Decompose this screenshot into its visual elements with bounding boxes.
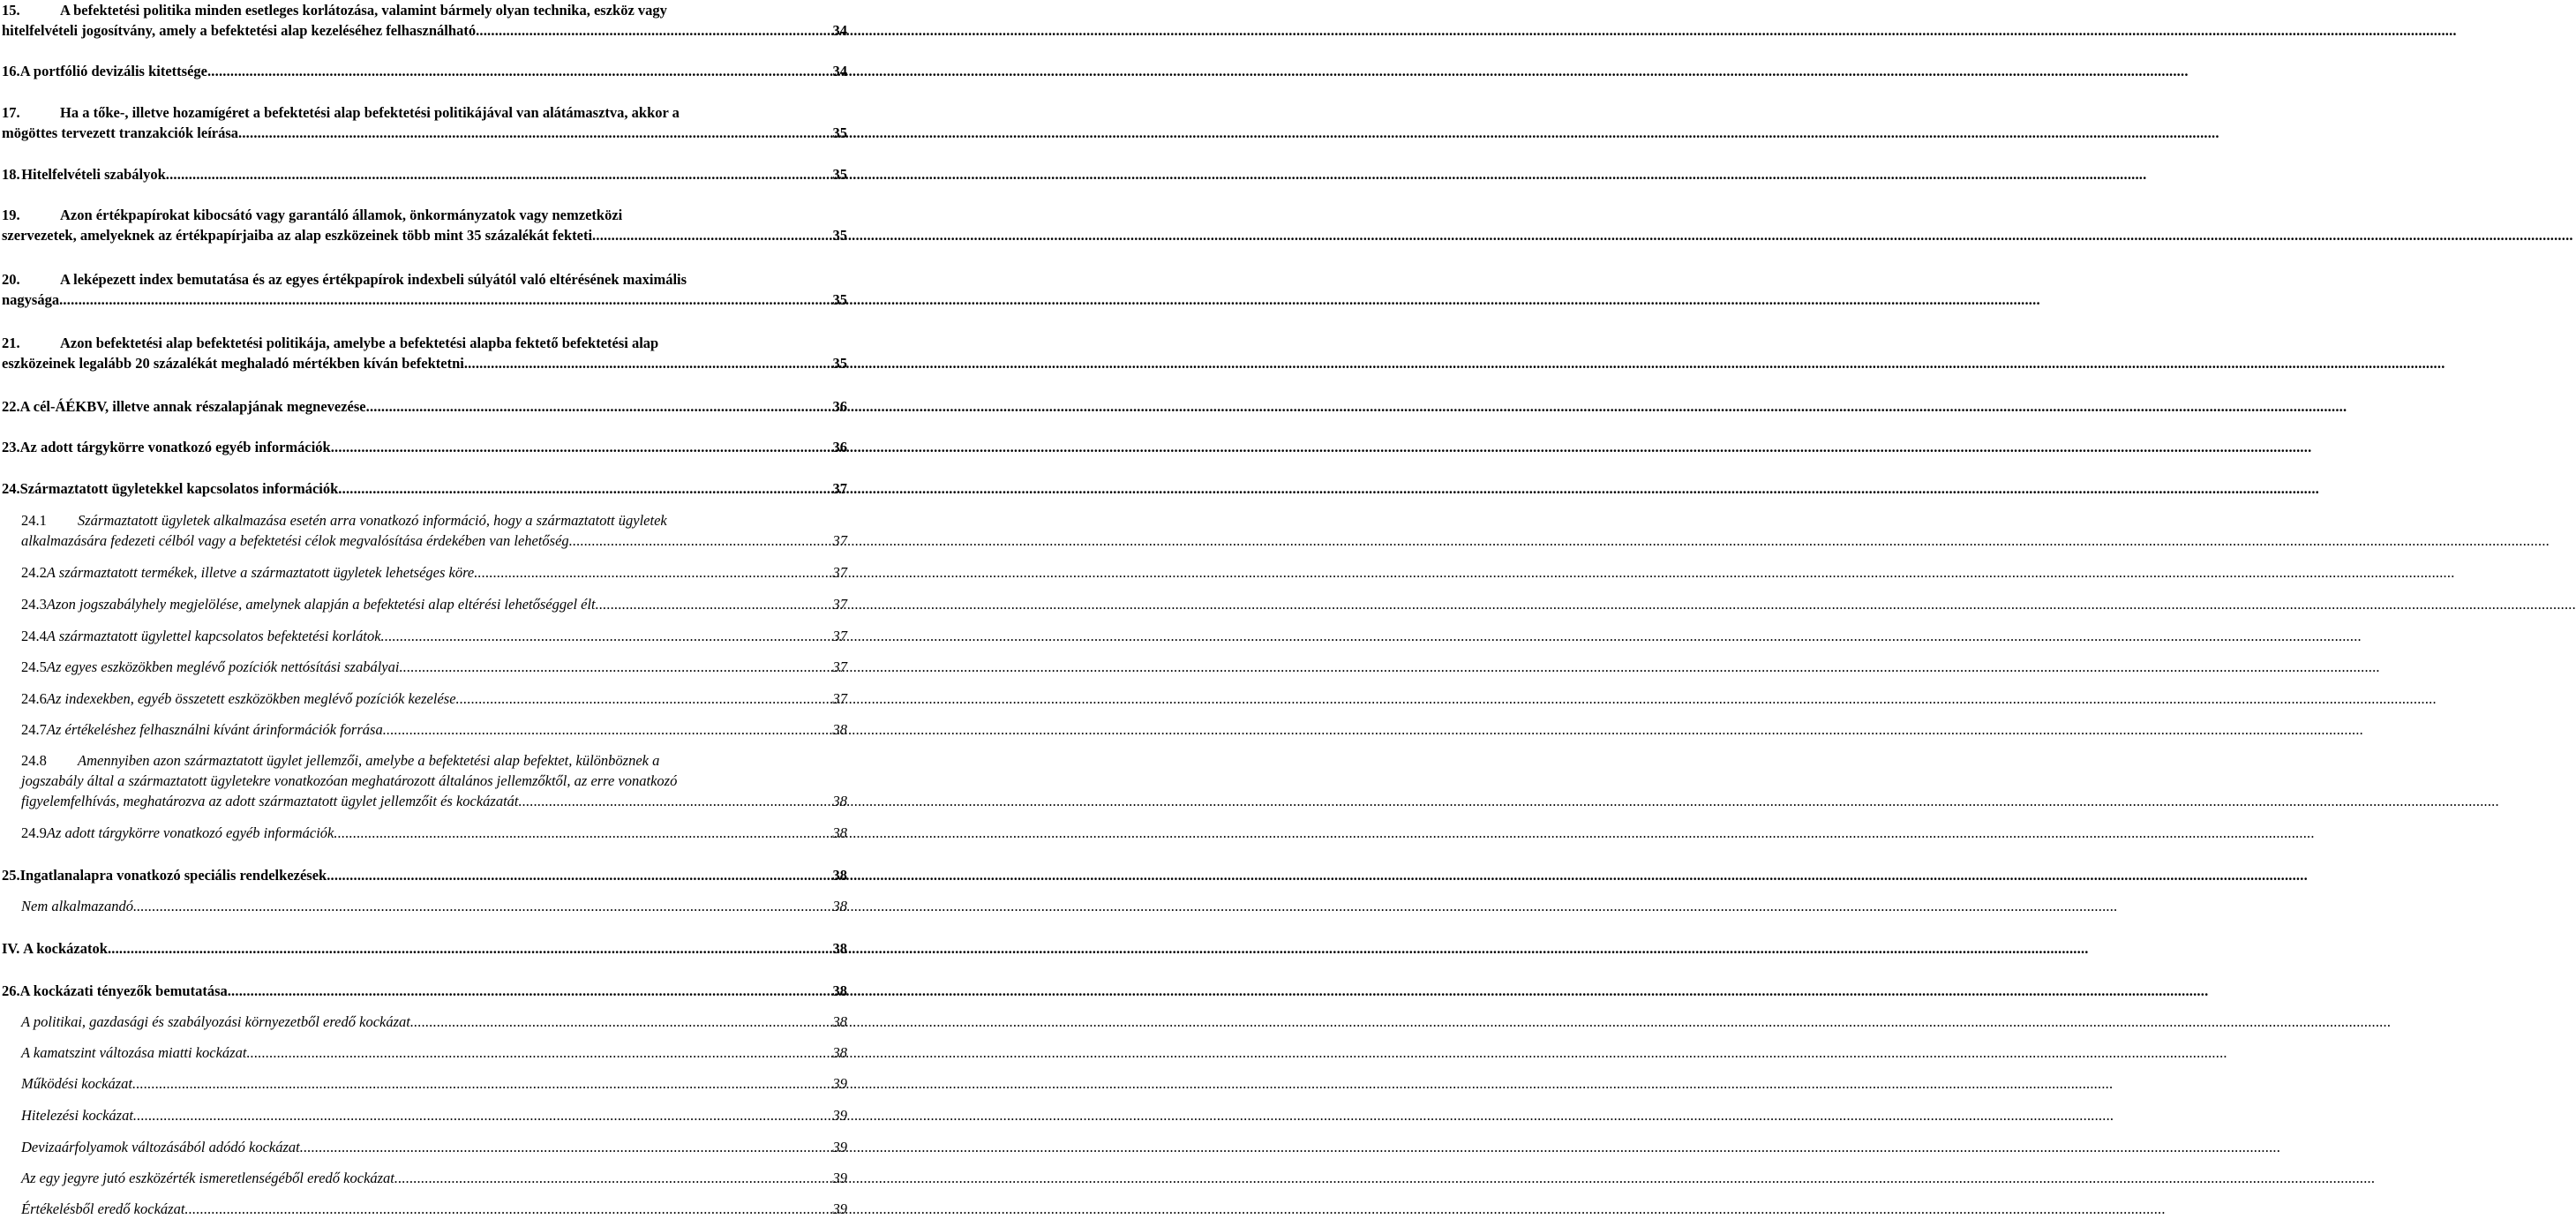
toc-entry-title: Azon befektetési alap befektetési politikája, amelybe a befektetési alapba fektető befektetési alap: [60, 335, 659, 351]
toc-entry-page-number: 35: [832, 291, 847, 308]
toc-entry-title: Működési kockázat: [21, 1075, 132, 1092]
toc-entry[interactable]: [0, 750, 847, 811]
toc-entry-title: A származtatott ügylettel kapcsolatos befektetési korlátok: [46, 628, 381, 644]
dot-leader: [334, 823, 831, 843]
toc-entry-page-number: 38: [832, 1044, 847, 1061]
toc-entry[interactable]: [0, 823, 847, 843]
toc-entry-number: 23.: [2, 439, 20, 455]
toc-entry-title: nagysága: [2, 291, 60, 308]
toc-entry-title: A leképezett index bemutatása és az egyes értékpapírok indexbeli súlyától való eltérésének maximális: [60, 271, 687, 288]
toc-entry[interactable]: [0, 269, 847, 310]
toc-entry-title: hitelfelvételi jogosítvány, amely a befektetési alap kezeléséhez felhasználható: [2, 22, 477, 39]
dot-leader: [137, 896, 831, 916]
toc-entry-number: 24.5: [21, 658, 47, 675]
toc-entry[interactable]: [0, 1105, 847, 1125]
toc-entry-number: 24.2: [21, 564, 47, 581]
toc-entry-title: alkalmazására fedezeti célból vagy a befektetési célok megvalósítása érdekében van lehetőség: [21, 532, 569, 549]
toc-entry-page-number: 35: [832, 166, 847, 183]
dot-leader: [399, 657, 831, 677]
toc-entry-title: Nem alkalmazandó.: [21, 898, 138, 914]
dot-leader: [133, 1105, 832, 1125]
toc-entry-title: A kamatszint változása miatti kockázat: [21, 1044, 247, 1061]
toc-entry[interactable]: [0, 102, 847, 143]
toc-entry-page-number: 38: [832, 793, 847, 809]
toc-entry-title: Az egyes eszközökben meglévő pozíciók nettósítási szabályai: [46, 658, 400, 675]
toc-entry-number: 16.: [2, 63, 20, 79]
dot-leader: [394, 1168, 832, 1188]
toc-entry-page-number: 37: [832, 596, 847, 613]
toc-entry[interactable]: [0, 478, 847, 499]
toc-entry-page-number: 37: [832, 658, 847, 675]
toc-entry-title: A befektetési politika minden esetleges korlátozása, valamint bármely olyan technika, eszköz vagy: [60, 2, 667, 19]
toc-entry-number: 24.6: [21, 690, 47, 707]
toc-entry[interactable]: [0, 657, 847, 677]
toc-entry-number: 22.: [2, 398, 20, 415]
toc-entry-page-number: 39: [832, 1200, 847, 1217]
toc-entry-title: Az indexekben, egyéb összetett eszközökben meglévő pozíciók kezelése: [46, 690, 456, 707]
toc-entry-title: A politikai, gazdasági és szabályozási környezetből eredő kockázat: [21, 1013, 410, 1030]
toc-entry[interactable]: [0, 1012, 847, 1032]
toc-entry-page-number: 38: [832, 721, 847, 738]
dot-leader: [383, 719, 832, 740]
toc-entry-page-number: 38: [832, 867, 847, 884]
toc-entry-title: figyelemfelhívás, meghatározva az adott származtatott ügylet jellemzőit és kockázatát: [21, 793, 519, 809]
dot-leader: [596, 594, 832, 614]
toc-entry[interactable]: [0, 562, 847, 583]
toc-entry-page-number: 37: [832, 564, 847, 581]
dot-leader: [132, 1073, 832, 1094]
toc-entry-number: 26.: [2, 982, 20, 999]
toc-entry-title: Az értékeléshez felhasználni kívánt árinformációk forrása: [46, 721, 383, 738]
toc-entry[interactable]: [0, 1042, 847, 1063]
dot-leader: [166, 164, 832, 184]
dot-leader: [592, 225, 831, 245]
toc-entry-page-number: 36: [832, 398, 847, 415]
toc-entry-page-number: 34: [832, 63, 847, 79]
dot-leader: [569, 530, 832, 551]
dot-leader: [59, 290, 831, 310]
toc-entry-title: Az egy jegyre jutó eszközérték ismeretlenségéből eredő kockázat: [21, 1170, 394, 1186]
toc-entry-title: Ingatlanalapra vonatkozó speciális rendelkezések: [19, 867, 327, 884]
toc-entry-number: 24.9: [21, 824, 47, 841]
toc-entry[interactable]: [0, 896, 847, 916]
toc-entry[interactable]: [0, 1199, 847, 1219]
toc-entry-page-number: 38: [832, 982, 847, 999]
toc-entry[interactable]: [0, 938, 847, 959]
dot-leader: [474, 562, 831, 583]
dot-leader: [410, 1012, 832, 1032]
dot-leader: [381, 626, 832, 646]
dot-leader: [338, 478, 831, 499]
toc-entry-number: 15.: [2, 2, 20, 19]
toc-entry[interactable]: [0, 1137, 847, 1157]
toc-entry-title: Származtatott ügyletek alkalmazása esetén arra vonatkozó információ, hogy a származtatott ügyletek: [78, 512, 667, 529]
toc-entry[interactable]: [0, 981, 847, 1001]
toc-entry-number: 24.1: [21, 512, 47, 529]
toc-entry[interactable]: [0, 164, 847, 184]
toc-entry-page-number: 37: [832, 690, 847, 707]
toc-entry-title: Azon jogszabályhely megjelölése, amelynek alapján a befektetési alap eltérési lehetőséggel élt: [46, 596, 596, 613]
toc-entry-number: 18.: [2, 166, 20, 183]
toc-entry-page-number: 37: [832, 532, 847, 549]
toc-entry[interactable]: [0, 205, 847, 245]
toc-entry-page-number: 35: [832, 227, 847, 244]
toc-entry-title: Ha a tőke-, illetve hozamígéret a befektetési alap befektetési politikájával van alátámasztva, akkor a: [60, 104, 680, 121]
toc-entry[interactable]: [0, 1168, 847, 1188]
dot-leader: [456, 689, 832, 709]
toc-entry-page-number: 39: [832, 1075, 847, 1092]
dot-leader: [108, 938, 832, 959]
toc-entry-title: A kockázati tényezők bemutatása: [19, 982, 228, 999]
toc-entry-page-number: 35: [832, 124, 847, 141]
dot-leader: [228, 981, 832, 1001]
toc-entry-page-number: 38: [832, 824, 847, 841]
toc-entry-title: Értékelésből eredő kockázat: [21, 1200, 185, 1217]
toc-entry-title: Devizaárfolyamok változásából adódó kockázat: [21, 1139, 300, 1155]
toc-entry[interactable]: [0, 437, 847, 457]
toc-entry-number: 24.3: [21, 596, 47, 613]
toc-entry-title: Származtatott ügyletekkel kapcsolatos információk: [19, 480, 339, 497]
toc-entry[interactable]: [0, 689, 847, 709]
toc-entry[interactable]: [0, 626, 847, 646]
dot-leader: [207, 61, 832, 81]
toc-entry-title: Amennyiben azon származtatott ügylet jellemzői, amelybe a befektetési alap befektet, különböznek a: [78, 752, 660, 769]
toc-entry-number: 25.: [2, 867, 20, 884]
dot-leader: [246, 1042, 831, 1063]
toc-entry-title: Hitelfelvételi szabályok: [21, 166, 166, 183]
toc-entry-title: Az adott tárgykörre vonatkozó egyéb információk: [46, 824, 334, 841]
toc-entry-number: 21.: [2, 335, 20, 351]
toc-entry-number: IV.: [2, 940, 20, 957]
toc-entry-number: 24.8: [21, 752, 47, 769]
toc-entry-number: 24.7: [21, 721, 47, 738]
dot-leader: [464, 353, 832, 373]
toc-entry-page-number: 37: [832, 628, 847, 644]
toc-entry[interactable]: [0, 1073, 847, 1094]
toc-entry-page-number: 38: [832, 940, 847, 957]
toc-entry-page-number: 34: [832, 22, 847, 39]
toc-entry-page-number: 37: [832, 480, 847, 497]
toc-entry-title: A származtatott termékek, illetve a származtatott ügyletek lehetséges köre: [46, 564, 475, 581]
toc-entry-page-number: 38: [832, 898, 847, 914]
toc-entry-title: A portfólió devizális kitettsége: [19, 63, 207, 79]
dot-leader: [476, 20, 831, 41]
toc-entry-title: eszközeinek legalább 20 százalékát meghaladó mértékben kíván befektetni: [2, 355, 464, 372]
toc-entry[interactable]: [0, 333, 847, 373]
toc-entry-page-number: 38: [832, 1013, 847, 1030]
dot-leader: [366, 396, 832, 417]
toc-entry-title: jogszabály által a származtatott ügyletekre vonatkozóan meghatározott általános jellemzőktől, az erre vonatkozó: [21, 772, 678, 789]
toc-entry[interactable]: [0, 396, 847, 417]
toc-entry[interactable]: [0, 0, 847, 41]
toc-entry-page-number: 35: [832, 355, 847, 372]
toc-entry[interactable]: [0, 719, 847, 740]
dot-leader: [331, 437, 832, 457]
toc-entry-title: A kockázatok: [23, 940, 108, 957]
toc-entry[interactable]: [0, 594, 847, 614]
toc-entry-number: 17.: [2, 104, 20, 121]
toc-entry[interactable]: [0, 61, 847, 81]
toc-entry-page-number: 39: [832, 1107, 847, 1124]
dot-leader: [519, 791, 832, 811]
toc-entry-title: szervezetek, amelyeknek az értékpapírjaiba az alap eszközeinek több mint 35 százalékát fekteti: [2, 227, 593, 244]
toc-entry-number: 19.: [2, 207, 20, 223]
toc-entry-page-number: 39: [832, 1139, 847, 1155]
toc-entry-page-number: 39: [832, 1170, 847, 1186]
toc-entry[interactable]: [0, 510, 847, 551]
toc-entry-title: mögöttes tervezett tranzakciók leírása: [2, 124, 239, 141]
dot-leader: [327, 865, 831, 885]
toc-entry-title: Az adott tárgykörre vonatkozó egyéb információk: [19, 439, 331, 455]
toc-entry-title: A cél-ÁÉKBV, illetve annak részalapjának megnevezése: [19, 398, 366, 415]
dot-leader: [300, 1137, 832, 1157]
toc-entry-page-number: 36: [832, 439, 847, 455]
toc-entry-number: 24.: [2, 480, 20, 497]
toc-entry-number: 20.: [2, 271, 20, 288]
toc-entry-title: Hitelezési kockázat: [21, 1107, 133, 1124]
toc-entry-number: 24.4: [21, 628, 47, 644]
toc-entry[interactable]: [0, 865, 847, 885]
dot-leader: [184, 1199, 831, 1219]
dot-leader: [238, 123, 831, 143]
toc-entry-title: Azon értékpapírokat kibocsátó vagy garantáló államok, önkormányzatok vagy nemzetközi: [60, 207, 623, 223]
